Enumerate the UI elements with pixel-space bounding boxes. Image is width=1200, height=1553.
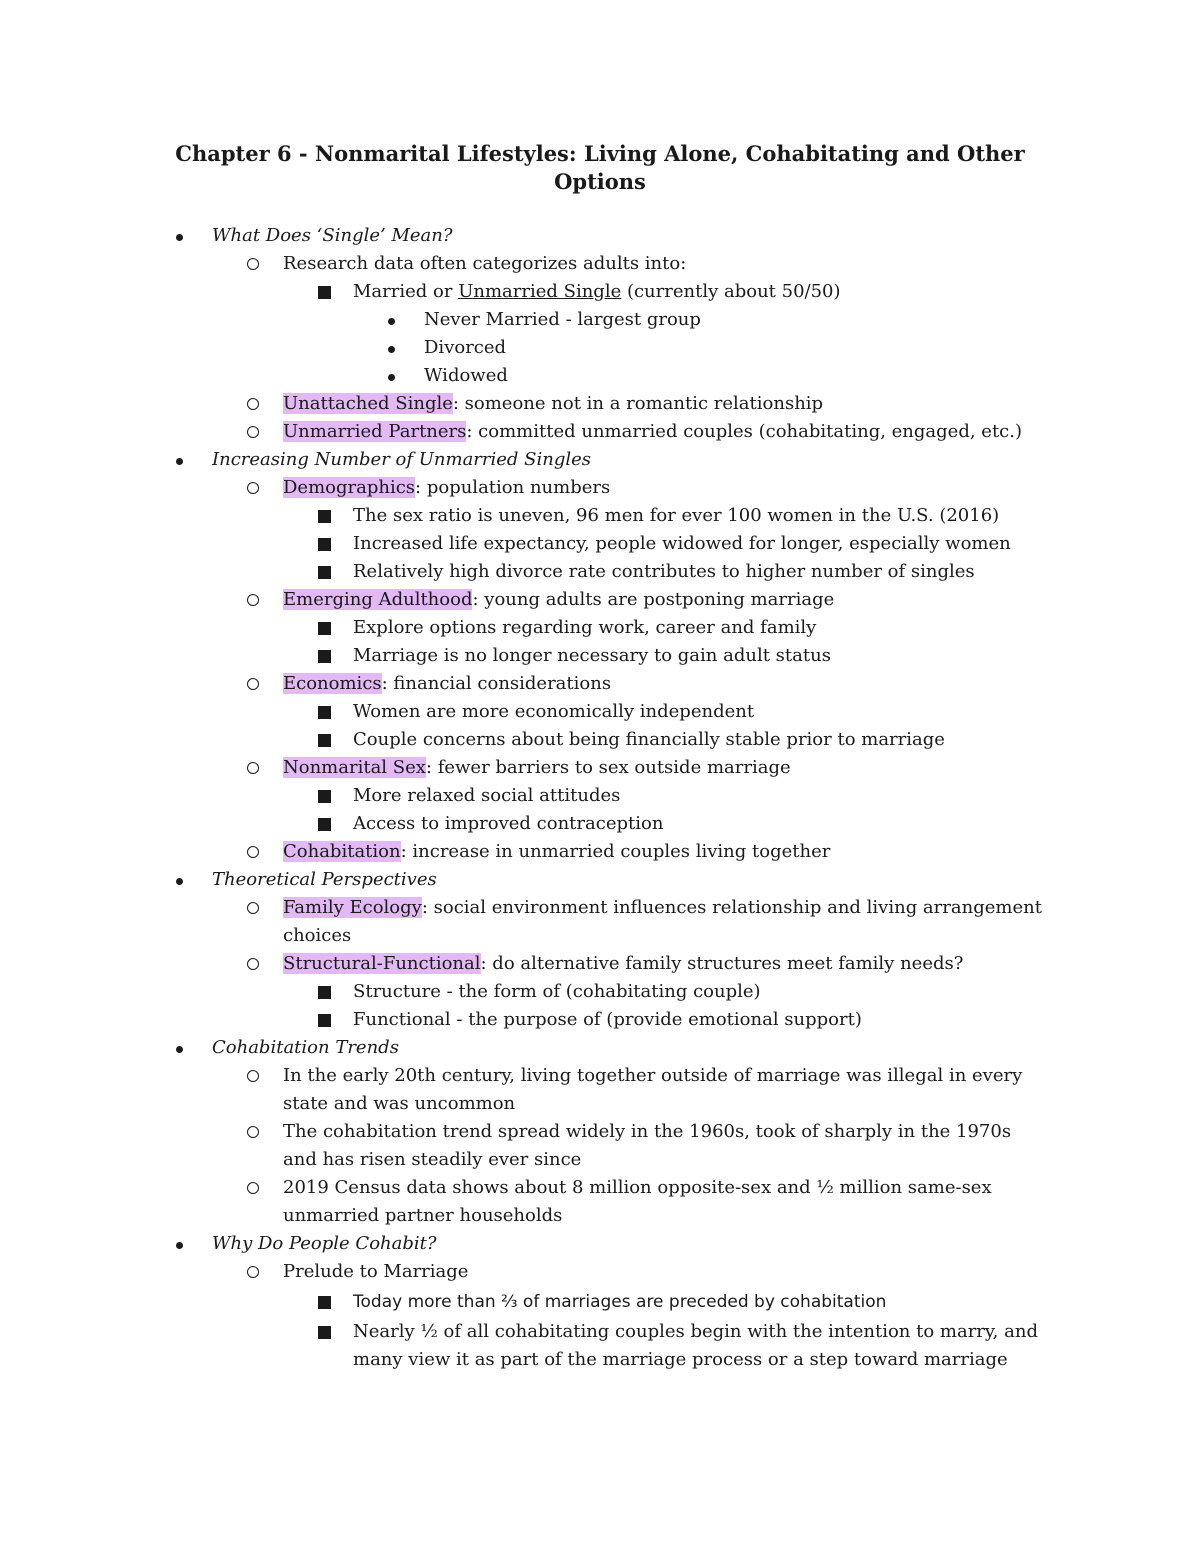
list-item bbox=[0, 390, 1200, 418]
item-text: Nearly ½ of all cohabitating couples begin with the intention to marry, and many view it as part of the marriage process or a step toward marriage bbox=[353, 1321, 1038, 1370]
square-bullet-icon bbox=[318, 614, 331, 644]
list-item bbox=[0, 1318, 1200, 1374]
list-item bbox=[0, 894, 1200, 950]
square-bullet-icon bbox=[318, 530, 331, 560]
list-item bbox=[0, 586, 1200, 614]
square-bullet-icon bbox=[318, 698, 331, 728]
highlighted-term: Cohabitation bbox=[283, 841, 401, 862]
item-text: More relaxed social attitudes bbox=[353, 785, 621, 806]
notes-outline bbox=[0, 222, 1200, 1374]
list-item bbox=[0, 530, 1200, 558]
hollow-bullet-icon bbox=[247, 474, 259, 503]
item-text: The cohabitation trend spread widely in the 1960s, took of sharply in the 1970s and has risen steadily ever since bbox=[283, 1121, 1012, 1170]
list-item bbox=[0, 1006, 1200, 1034]
item-text: Research data often categorizes adults into: bbox=[283, 253, 687, 274]
filled-bullet-icon bbox=[176, 866, 183, 894]
square-bullet-icon bbox=[318, 726, 331, 756]
list-item bbox=[0, 306, 1200, 334]
highlighted-term: Economics bbox=[283, 673, 382, 694]
highlighted-term: Emerging Adulthood bbox=[283, 589, 473, 610]
filled-bullet-icon bbox=[176, 446, 183, 474]
item-text: : increase in unmarried couples living together bbox=[400, 841, 831, 862]
item-text: : social environment influences relationship and living arrangement choices bbox=[283, 897, 1042, 946]
list-item bbox=[0, 1118, 1200, 1174]
square-bullet-icon bbox=[318, 978, 331, 1008]
list-item bbox=[0, 614, 1200, 642]
list-item bbox=[0, 950, 1200, 978]
filled-bullet-icon bbox=[388, 334, 395, 362]
item-text: Functional - the purpose of (provide emotional support) bbox=[353, 1009, 862, 1030]
list-item bbox=[0, 1062, 1200, 1118]
item-text: Relatively high divorce rate contributes to higher number of singles bbox=[353, 561, 975, 582]
square-bullet-icon bbox=[318, 558, 331, 588]
item-text: : someone not in a romantic relationship bbox=[452, 393, 824, 414]
hollow-bullet-icon bbox=[247, 894, 259, 923]
square-bullet-icon bbox=[318, 502, 331, 532]
item-text: Widowed bbox=[424, 365, 508, 386]
item-text: Marriage is no longer necessary to gain adult status bbox=[353, 645, 831, 666]
hollow-bullet-icon bbox=[247, 1258, 259, 1287]
list-item bbox=[0, 726, 1200, 754]
square-bullet-icon bbox=[318, 278, 331, 308]
hollow-bullet-icon bbox=[247, 838, 259, 867]
list-item bbox=[0, 278, 1200, 306]
heading-text: Why Do People Cohabit? bbox=[212, 1233, 437, 1254]
item-text: The sex ratio is uneven, 96 men for ever 100 women in the U.S. (2016) bbox=[353, 505, 1000, 526]
list-item bbox=[0, 978, 1200, 1006]
list-item bbox=[0, 362, 1200, 390]
heading-text: What Does ‘Single’ Mean? bbox=[212, 225, 453, 246]
highlighted-term: Demographics bbox=[283, 477, 416, 498]
list-item bbox=[0, 670, 1200, 698]
filled-bullet-icon bbox=[176, 1230, 183, 1258]
highlighted-term: Unmarried Partners bbox=[283, 421, 467, 442]
hollow-bullet-icon bbox=[247, 390, 259, 419]
item-text: : fewer barriers to sex outside marriage bbox=[425, 757, 791, 778]
highlighted-term: Family Ecology bbox=[283, 897, 422, 918]
section-heading bbox=[0, 446, 1200, 474]
item-text: : young adults are postponing marriage bbox=[472, 589, 835, 610]
filled-bullet-icon bbox=[388, 362, 395, 390]
list-item bbox=[0, 754, 1200, 782]
item-text: Divorced bbox=[424, 337, 507, 358]
item-text: In the early 20th century, living together outside of marriage was illegal in every state and was uncommon bbox=[283, 1065, 1023, 1114]
list-item bbox=[0, 642, 1200, 670]
list-item bbox=[0, 782, 1200, 810]
list-item bbox=[0, 418, 1200, 446]
item-text: : committed unmarried couples (cohabitating, engaged, etc.) bbox=[466, 421, 1023, 442]
hollow-bullet-icon bbox=[247, 1118, 259, 1147]
hollow-bullet-icon bbox=[247, 950, 259, 979]
list-item bbox=[0, 1174, 1200, 1230]
heading-text: Increasing Number of Unmarried Singles bbox=[212, 449, 592, 470]
item-text: Women are more economically independent bbox=[353, 701, 755, 722]
hollow-bullet-icon bbox=[247, 250, 259, 279]
item-text: Increased life expectancy, people widowed for longer, especially women bbox=[353, 533, 1011, 554]
highlighted-term: Structural-Functional bbox=[283, 953, 481, 974]
hollow-bullet-icon bbox=[247, 418, 259, 447]
item-text: (currently about 50/50) bbox=[621, 281, 841, 302]
square-bullet-icon bbox=[318, 810, 331, 840]
section-heading bbox=[0, 1230, 1200, 1258]
hollow-bullet-icon bbox=[247, 1174, 259, 1203]
highlighted-term: Nonmarital Sex bbox=[283, 757, 426, 778]
list-item bbox=[0, 250, 1200, 278]
item-text: : financial considerations bbox=[381, 673, 612, 694]
section-heading bbox=[0, 222, 1200, 250]
hollow-bullet-icon bbox=[247, 586, 259, 615]
page-title: Chapter 6 - Nonmarital Lifestyles: Living Alone, Cohabitating and Other Options bbox=[175, 141, 1025, 194]
item-text: Today more than ⅔ of marriages are preceded by cohabitation bbox=[353, 1292, 887, 1312]
hollow-bullet-icon bbox=[247, 670, 259, 699]
section-heading bbox=[0, 1034, 1200, 1062]
square-bullet-icon bbox=[318, 1006, 331, 1036]
item-text: Couple concerns about being financially stable prior to marriage bbox=[353, 729, 945, 750]
list-item bbox=[0, 1258, 1200, 1286]
item-text: Married or bbox=[353, 281, 459, 302]
square-bullet-icon bbox=[318, 782, 331, 812]
filled-bullet-icon bbox=[388, 306, 395, 334]
list-item bbox=[0, 1288, 1200, 1316]
list-item bbox=[0, 502, 1200, 530]
list-item bbox=[0, 810, 1200, 838]
square-bullet-icon bbox=[318, 1318, 331, 1348]
square-bullet-icon bbox=[318, 642, 331, 672]
item-text: Access to improved contraception bbox=[353, 813, 664, 834]
item-text: Never Married - largest group bbox=[424, 309, 701, 330]
item-text: : population numbers bbox=[415, 477, 611, 498]
item-text: Structure - the form of (cohabitating couple) bbox=[353, 981, 761, 1002]
hollow-bullet-icon bbox=[247, 754, 259, 783]
heading-text: Cohabitation Trends bbox=[212, 1037, 399, 1058]
heading-text: Theoretical Perspectives bbox=[212, 869, 437, 890]
list-item bbox=[0, 334, 1200, 362]
square-bullet-icon bbox=[318, 1288, 331, 1318]
hollow-bullet-icon bbox=[247, 1062, 259, 1091]
list-item bbox=[0, 698, 1200, 726]
section-heading bbox=[0, 866, 1200, 894]
filled-bullet-icon bbox=[176, 1034, 183, 1062]
list-item bbox=[0, 838, 1200, 866]
list-item bbox=[0, 474, 1200, 502]
filled-bullet-icon bbox=[176, 222, 183, 250]
underlined-term: Unmarried Single bbox=[458, 281, 622, 302]
item-text: 2019 Census data shows about 8 million opposite-sex and ½ million same-sex unmarried partner households bbox=[283, 1177, 992, 1226]
highlighted-term: Unattached Single bbox=[283, 393, 453, 414]
list-item bbox=[0, 558, 1200, 586]
item-text: : do alternative family structures meet family needs? bbox=[480, 953, 964, 974]
item-text: Prelude to Marriage bbox=[283, 1261, 469, 1282]
item-text: Explore options regarding work, career and family bbox=[353, 617, 817, 638]
